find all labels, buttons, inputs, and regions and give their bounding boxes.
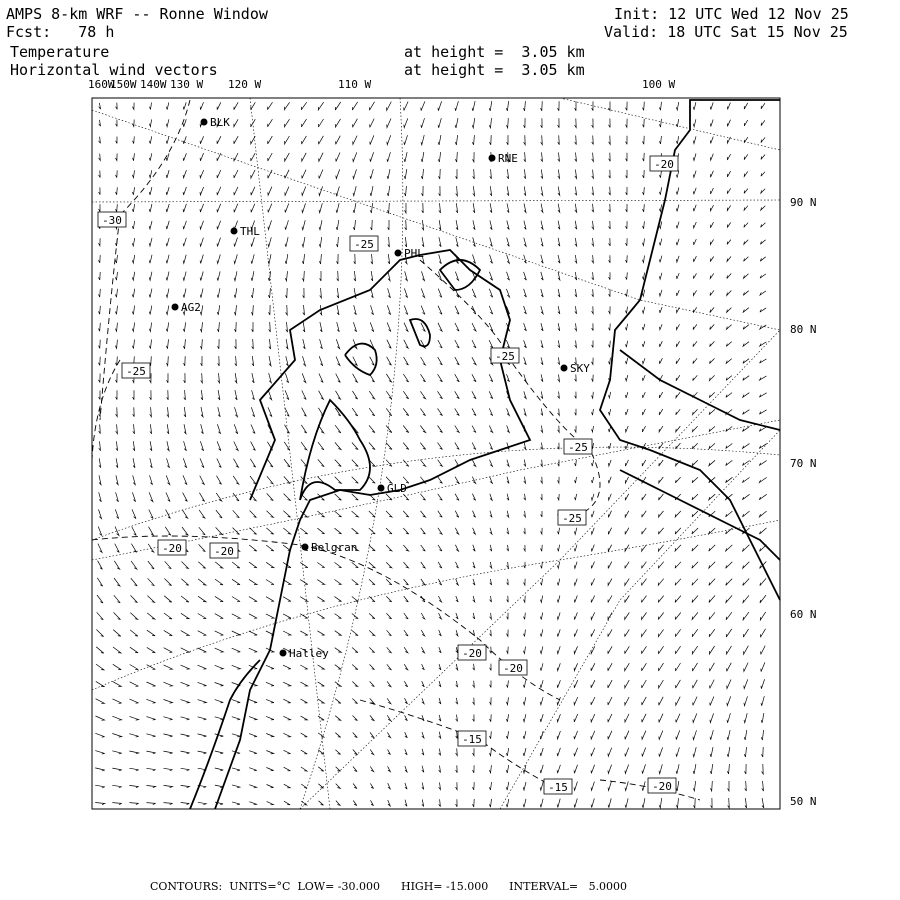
field-wind-name: Horizontal wind vectors (10, 61, 218, 79)
field-temperature-name: Temperature (10, 43, 110, 61)
station-marker (231, 228, 238, 235)
station-halley (280, 647, 330, 660)
temperature-contours (92, 100, 700, 800)
field-wind-height: at height = 3.05 km (404, 61, 585, 79)
coastline (190, 100, 780, 809)
contour-label (648, 778, 676, 793)
svg-text:-25: -25 (126, 365, 146, 378)
station-label: THL (240, 225, 260, 238)
station-blk (201, 116, 231, 129)
forecast-hour: Fcst: 78 h (6, 23, 115, 41)
station-marker (378, 485, 385, 492)
field-temperature-height: at height = 3.05 km (404, 43, 585, 61)
svg-text:-25: -25 (568, 441, 588, 454)
wind-vector-field (95, 101, 767, 808)
station-marker (489, 155, 496, 162)
lon-label-110w: 110 W (338, 78, 372, 91)
station-sky (561, 362, 591, 375)
contour-label (499, 660, 527, 675)
valid-time: Valid: 18 UTC Sat 15 Nov 25 (604, 23, 848, 41)
station-label: Belgran (311, 541, 358, 554)
svg-text:-20: -20 (654, 158, 674, 171)
contour-label (122, 363, 150, 378)
grid-line (300, 98, 403, 809)
station-marker (201, 119, 208, 126)
coastline-segment (300, 400, 370, 500)
station-marker (302, 544, 309, 551)
contour-label (458, 731, 486, 746)
svg-text:-15: -15 (548, 781, 568, 794)
station-label: GLD (387, 482, 407, 495)
grid-line (92, 520, 780, 690)
station-marker (561, 365, 568, 372)
svg-text:-20: -20 (162, 542, 182, 555)
station-label: PHL (404, 247, 424, 260)
coastline-segment (410, 319, 430, 346)
svg-text:-20: -20 (503, 662, 523, 675)
station-label: RNE (498, 152, 518, 165)
contour-label (650, 156, 678, 171)
lon-label-130w: 130 W (170, 78, 204, 91)
wind-arrows (95, 101, 767, 808)
contour-label (350, 236, 378, 251)
station-rne (489, 152, 518, 165)
lat-lon-grid (92, 98, 780, 809)
lon-label-140w: 140W (140, 78, 167, 91)
station-ag2 (172, 301, 201, 314)
station-label: BLK (210, 116, 230, 129)
station-marker (395, 250, 402, 257)
lon-label-160w: 160W (88, 78, 115, 91)
station-label: AG2 (181, 301, 201, 314)
coastline-segment (215, 250, 530, 809)
contour-info-footer: CONTOURS: UNITS=°C LOW= -30.000 HIGH= -15.000 INTERVAL= 5.0000 (150, 880, 628, 893)
station-label: Halley (289, 647, 329, 660)
contour-label (558, 510, 586, 525)
contour-line (92, 536, 560, 700)
grid-line (92, 200, 780, 202)
lat-label-50n: 50 N (790, 795, 817, 808)
contour-label (458, 645, 486, 660)
svg-text:-25: -25 (354, 238, 374, 251)
lon-label-150w: 150W (110, 78, 137, 91)
coastline-segment (440, 260, 480, 290)
station-marker (280, 650, 287, 657)
coastline-segment (345, 344, 377, 375)
svg-text:-25: -25 (495, 350, 515, 363)
grid-line (92, 420, 780, 560)
lon-label-100w: 100 W (642, 78, 676, 91)
svg-text:-20: -20 (214, 545, 234, 558)
lat-label-70n: 70 N (790, 457, 817, 470)
contour-label (210, 543, 238, 558)
svg-text:-25: -25 (562, 512, 582, 525)
contour-label (544, 779, 572, 794)
init-time: Init: 12 UTC Wed 12 Nov 25 (614, 5, 849, 23)
station-label: SKY (570, 362, 590, 375)
contour-label (158, 540, 186, 555)
map-title: AMPS 8-km WRF -- Ronne Window (6, 5, 268, 23)
station-belgrano (302, 541, 358, 554)
contour-labels (98, 156, 678, 794)
svg-text:-30: -30 (102, 214, 122, 227)
svg-text:-20: -20 (652, 780, 672, 793)
lat-label-90n: 90 N (790, 196, 817, 209)
lat-label-80n: 80 N (790, 323, 817, 336)
stations (172, 116, 591, 660)
contour-label (491, 348, 519, 363)
station-phl (395, 247, 425, 260)
map-frame (92, 98, 780, 809)
lat-label-60n: 60 N (790, 608, 817, 621)
contour-line (420, 260, 600, 520)
svg-text:-15: -15 (462, 733, 482, 746)
contour-label (98, 212, 126, 227)
contour-label (564, 439, 592, 454)
lon-label-120w: 120 W (228, 78, 262, 91)
svg-text:-20: -20 (462, 647, 482, 660)
contour-line (92, 360, 120, 460)
station-marker (172, 304, 179, 311)
